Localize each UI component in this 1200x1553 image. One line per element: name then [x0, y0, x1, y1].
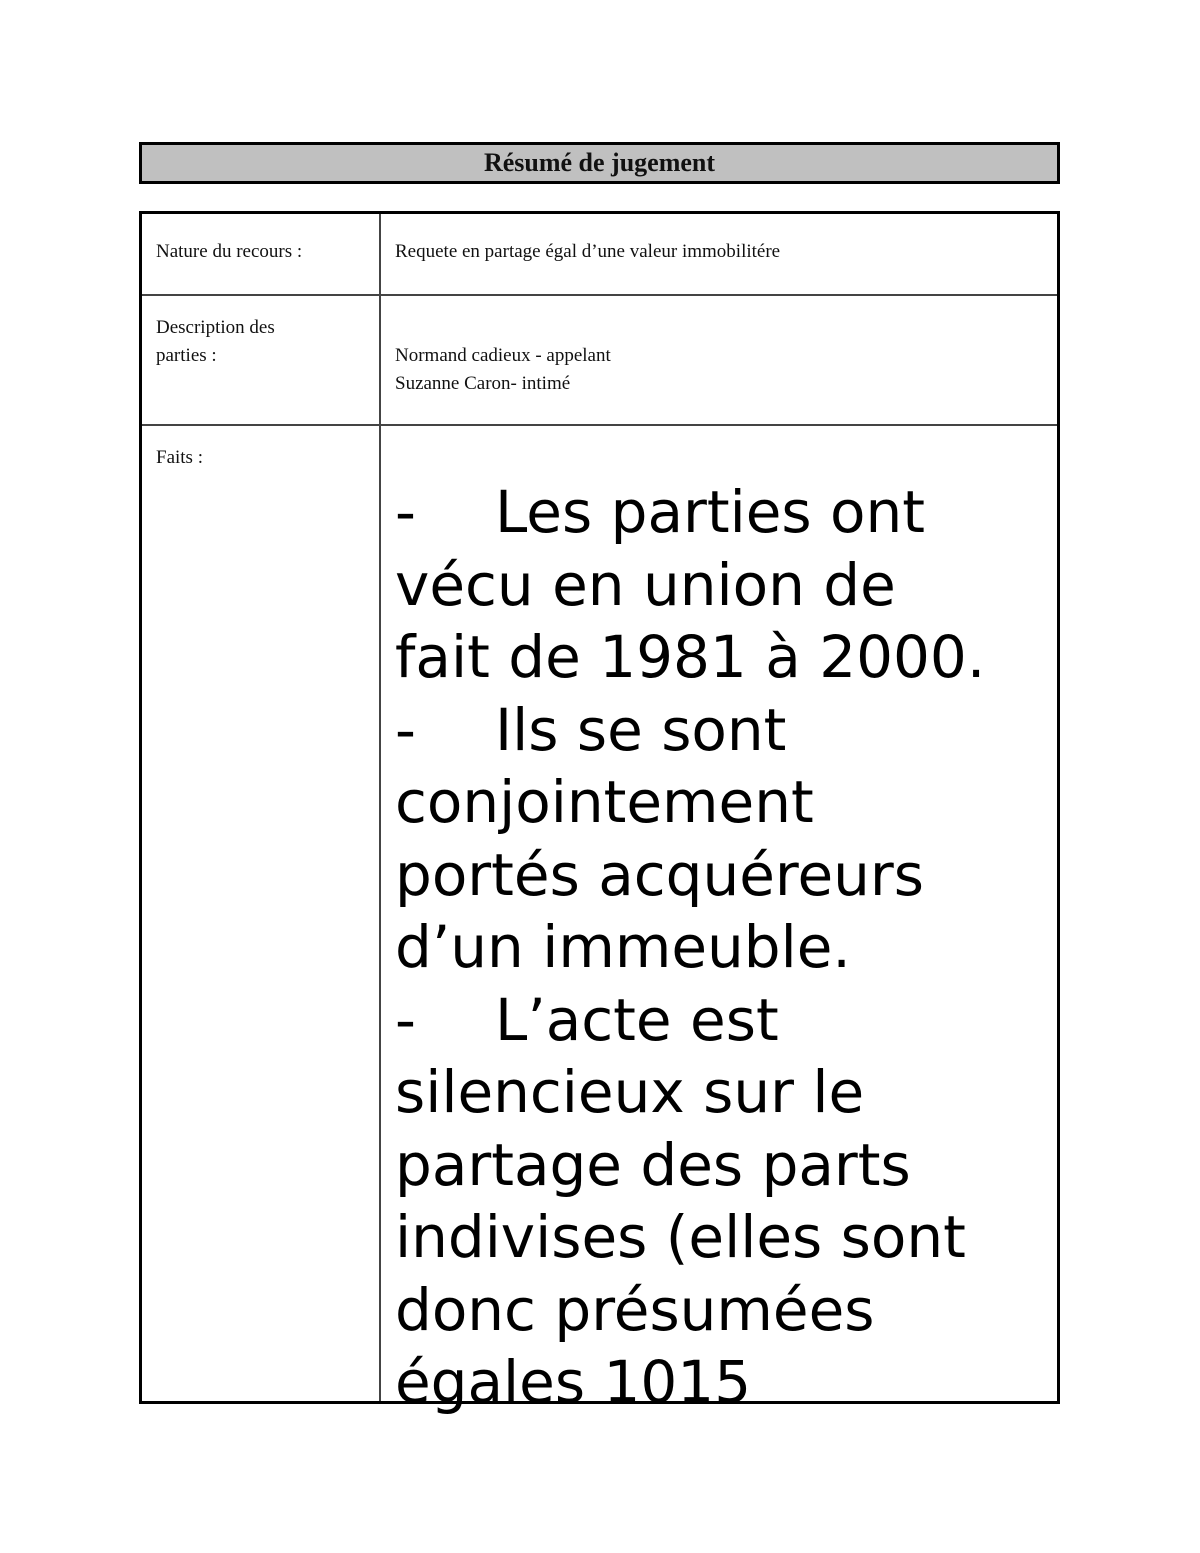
- party-intime: Suzanne Caron- intimé: [395, 373, 571, 394]
- value-nature-recours: Requete en partage égal d’une valeur immobilitére: [395, 241, 781, 262]
- row-description-parties: [142, 296, 1057, 426]
- fact-line: conjointement: [395, 768, 814, 836]
- row-nature-recours: [142, 214, 1057, 296]
- label-nature-recours: Nature du recours :: [156, 241, 303, 262]
- fact-line: portés acquéreurs: [395, 840, 924, 909]
- fact-text: L’acte est: [495, 985, 779, 1054]
- party-appelant: Normand cadieux - appelant: [395, 345, 611, 366]
- fact-line: partage des parts: [395, 1130, 911, 1199]
- fact-line: [395, 984, 1055, 1057]
- judgment-table: [139, 211, 1060, 1416]
- label-line: parties :: [156, 345, 217, 366]
- facts-text: [395, 476, 1055, 1419]
- fact-text: Les parties ont: [495, 478, 926, 546]
- bullet-dash: -: [395, 695, 416, 764]
- label-faits: Faits :: [156, 447, 203, 468]
- label-line: Description des: [156, 317, 275, 338]
- fact-line: vécu en union de: [395, 550, 896, 619]
- fact-line: donc présumées: [395, 1275, 875, 1344]
- fact-line: silencieux sur le: [395, 1058, 865, 1126]
- fact-line: indivises (elles sont: [395, 1203, 966, 1271]
- bullet-dash: -: [395, 478, 416, 546]
- fact-line: [395, 694, 1055, 767]
- label-description-parties: [156, 314, 371, 370]
- bullet-dash: -: [395, 985, 416, 1054]
- fact-line: fait de 1981 à 2000.: [395, 623, 986, 691]
- document-title: Résumé de jugement: [139, 142, 1060, 184]
- value-parties: [395, 342, 1045, 398]
- fact-line: d’un immeuble.: [395, 913, 851, 981]
- fact-line: égales 1015: [395, 1348, 752, 1416]
- fact-line: [395, 476, 1055, 549]
- row-faits: [142, 426, 1057, 1416]
- fact-text: Ils se sont: [495, 695, 787, 764]
